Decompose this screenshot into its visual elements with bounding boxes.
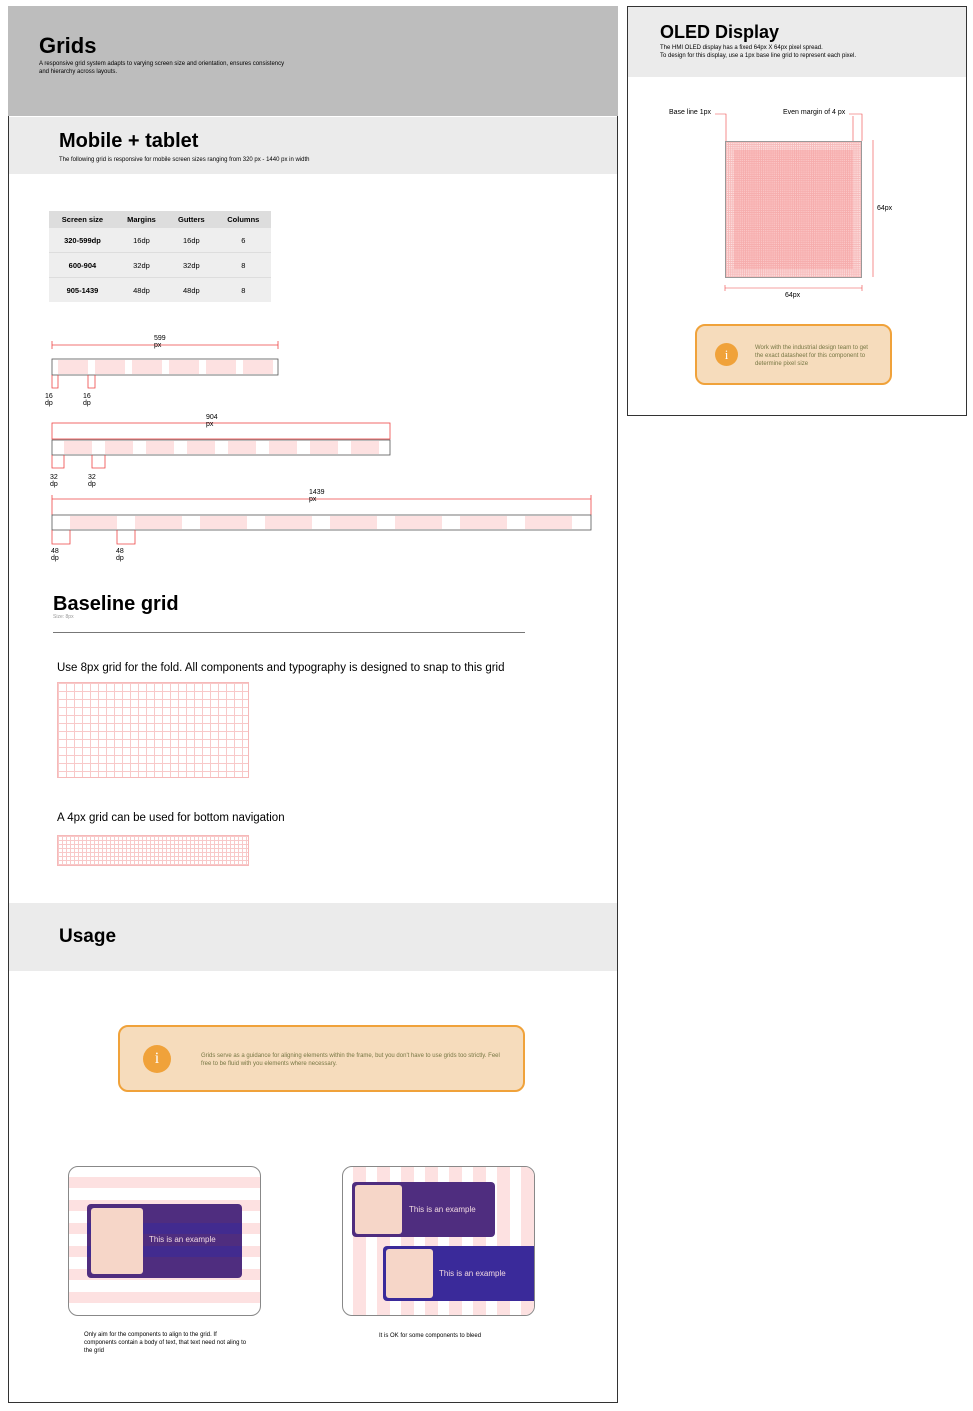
baseline-size: Size: 8px: [53, 614, 74, 620]
mobile-subtitle: The following grid is responsive for mobile screen sizes ranging from 320 px - 1440 px in width: [59, 157, 310, 163]
col-margins: Margins: [116, 211, 167, 228]
margin-label-904: 32 dp: [50, 474, 58, 488]
example-align-card: [68, 1166, 261, 1316]
gutter-label-599: 16 dp: [83, 393, 91, 407]
oled-baseline-label: Base line 1px: [669, 109, 712, 116]
example-bleed-thumb-2: [386, 1249, 433, 1298]
example-component: [87, 1204, 242, 1278]
oled-line2: To design for this display, use a 1px base line grid to represent each pixel.: [660, 53, 857, 59]
example-label: This is an example: [149, 1235, 216, 1244]
oled-pixel-grid: [725, 141, 862, 278]
table-row: 905-1439 48dp 48dp 8: [49, 278, 271, 303]
gutter-label-904: 32 dp: [88, 474, 96, 488]
table-row: 320-599dp 16dp 16dp 6: [49, 228, 271, 253]
grid-8px-sample: [57, 682, 249, 778]
oled-height-label: 64px: [877, 205, 893, 212]
oled-line1: The HMI OLED display has a fixed 64px X 64px pixel spread.: [660, 45, 823, 51]
oled-margin-area: [734, 150, 853, 269]
oled-margin-label: Even margin of 4 px: [783, 109, 846, 116]
caption-bleed: It is OK for some components to bleed: [379, 1333, 482, 1339]
baseline-divider: [53, 632, 525, 633]
example-bleed-component-1: [352, 1182, 495, 1237]
baseline-text-8px: Use 8px grid for the fold. All components and typography is designed to snap to this grid: [57, 662, 505, 674]
margin-label-1439: 48 dp: [51, 548, 59, 562]
baseline-title: Baseline grid: [53, 593, 179, 615]
usage-info-callout: [118, 1025, 525, 1092]
margin-label-599: 16 dp: [45, 393, 53, 407]
page-title: Grids: [39, 33, 97, 58]
gutter-label-1439: 48 dp: [116, 548, 124, 562]
example-bleed-card: [342, 1166, 535, 1316]
mobile-title: Mobile + tablet: [59, 130, 199, 152]
example-bleed-component-2: [383, 1246, 535, 1301]
example-label: This is an example: [409, 1205, 476, 1214]
info-icon: i: [715, 343, 738, 366]
oled-info-text: Work with the industrial design team to get the exact datasheet for this component to determine pixel size: [755, 345, 868, 368]
width-label-904: 904 px: [206, 414, 218, 428]
width-label-1439: 1439 px: [309, 489, 325, 503]
info-icon: i: [143, 1045, 171, 1073]
page-subtitle: A responsive grid system adapts to varying screen size and orientation, ensures consistency and hierarchy across layouts.: [39, 61, 285, 75]
caption-align: Only aim for the components to align to the grid. If components contain a body of text, that text need not aling to the grid: [84, 1332, 247, 1354]
example-bleed-thumb-1: [355, 1185, 402, 1234]
col-screen-size: Screen size: [49, 211, 116, 228]
example-thumbnail: [91, 1208, 143, 1274]
col-gutters: Gutters: [167, 211, 216, 228]
usage-title: Usage: [59, 926, 117, 947]
oled-title: OLED Display: [660, 22, 780, 42]
usage-info-text: Grids serve as a guidance for aligning elements within the frame, but you don't have to use grids too strictly. Feel free to be fluid with you elements where necessary.: [201, 1053, 500, 1068]
table-row: 600-904 32dp 32dp 8: [49, 253, 271, 278]
oled-width-label: 64px: [785, 292, 801, 299]
example-label: This is an example: [439, 1269, 506, 1278]
oled-info-callout: [695, 324, 892, 385]
width-label-599: 599 px: [154, 335, 166, 349]
grid-4px-sample: [57, 835, 249, 866]
baseline-text-4px: A 4px grid can be used for bottom navigation: [57, 812, 285, 824]
col-columns: Columns: [216, 211, 271, 228]
